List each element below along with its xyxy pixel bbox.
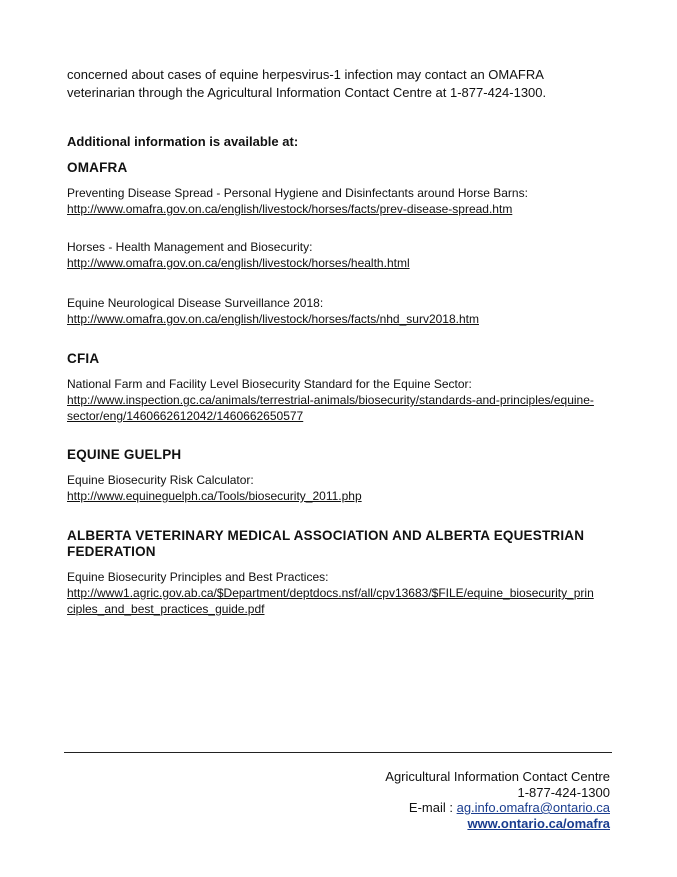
email-link[interactable]: ag.info.omafra@ontario.ca	[456, 800, 610, 815]
omafra-resource-3	[67, 295, 612, 327]
resource-link-line-2[interactable]: ciples_and_best_practices_guide.pdf	[67, 602, 265, 616]
intro-line-2: veterinarian through the Agricultural Information Contact Centre at 1-877-424-1300.	[67, 85, 547, 100]
resource-title: Equine Neurological Disease Surveillance 2018:	[67, 296, 324, 310]
omafra-resource-1	[67, 185, 612, 217]
cfia-resource	[67, 376, 612, 424]
resource-link[interactable]: http://www.equineguelph.ca/Tools/biosecurity_2011.php	[67, 489, 362, 503]
equine-guelph-heading: EQUINE GUELPH	[67, 447, 182, 462]
alberta-resource	[67, 569, 612, 617]
cfia-heading: CFIA	[67, 351, 100, 366]
contact-phone: 1-877-424-1300	[517, 784, 610, 800]
resource-link-line-1[interactable]: http://www1.agric.gov.ab.ca/$Department/deptdocs.nsf/all/cpv13683/$FILE/equine_biosecurity_prin	[67, 586, 594, 600]
resource-title: National Farm and Facility Level Biosecurity Standard for the Equine Sector:	[67, 377, 472, 391]
resource-title: Equine Biosecurity Risk Calculator:	[67, 473, 254, 487]
intro-line-1: concerned about cases of equine herpesvirus-1 infection may contact an OMAFRA	[67, 67, 544, 82]
footer-divider	[64, 752, 612, 753]
email-label: E-mail :	[408, 800, 457, 815]
resource-link[interactable]: http://www.omafra.gov.on.ca/english/livestock/horses/health.html	[67, 256, 410, 270]
alberta-heading	[67, 528, 584, 560]
resource-link[interactable]: http://www.omafra.gov.on.ca/english/livestock/horses/facts/nhd_surv2018.htm	[67, 312, 479, 326]
resource-title: Equine Biosecurity Principles and Best Practices:	[67, 570, 329, 584]
omafra-heading: OMAFRA	[67, 160, 128, 175]
resource-link-line-2[interactable]: sector/eng/1460662612042/1460662650577	[67, 409, 304, 423]
guelph-resource	[67, 472, 612, 504]
intro-paragraph	[67, 66, 612, 102]
resource-link[interactable]: http://www.omafra.gov.on.ca/english/livestock/horses/facts/prev-disease-spread.htm	[67, 202, 513, 216]
contact-footer	[385, 769, 610, 831]
contact-centre-name: Agricultural Information Contact Centre	[385, 769, 610, 784]
omafra-resource-2	[67, 239, 612, 271]
resource-link-line-1[interactable]: http://www.inspection.gc.ca/animals/terrestrial-animals/biosecurity/standards-and-principles/equine-	[67, 393, 594, 407]
website-link[interactable]: www.ontario.ca/omafra	[467, 815, 610, 831]
contact-email-row	[385, 800, 610, 816]
alberta-heading-line-1: ALBERTA VETERINARY MEDICAL ASSOCIATION AND ALBERTA EQUESTRIAN	[67, 528, 585, 543]
resource-title: Horses - Health Management and Biosecurity:	[67, 240, 313, 254]
additional-info-heading: Additional information is available at:	[67, 134, 299, 149]
alberta-heading-line-2: FEDERATION	[67, 544, 156, 559]
resource-title: Preventing Disease Spread - Personal Hygiene and Disinfectants around Horse Barns:	[67, 186, 528, 200]
